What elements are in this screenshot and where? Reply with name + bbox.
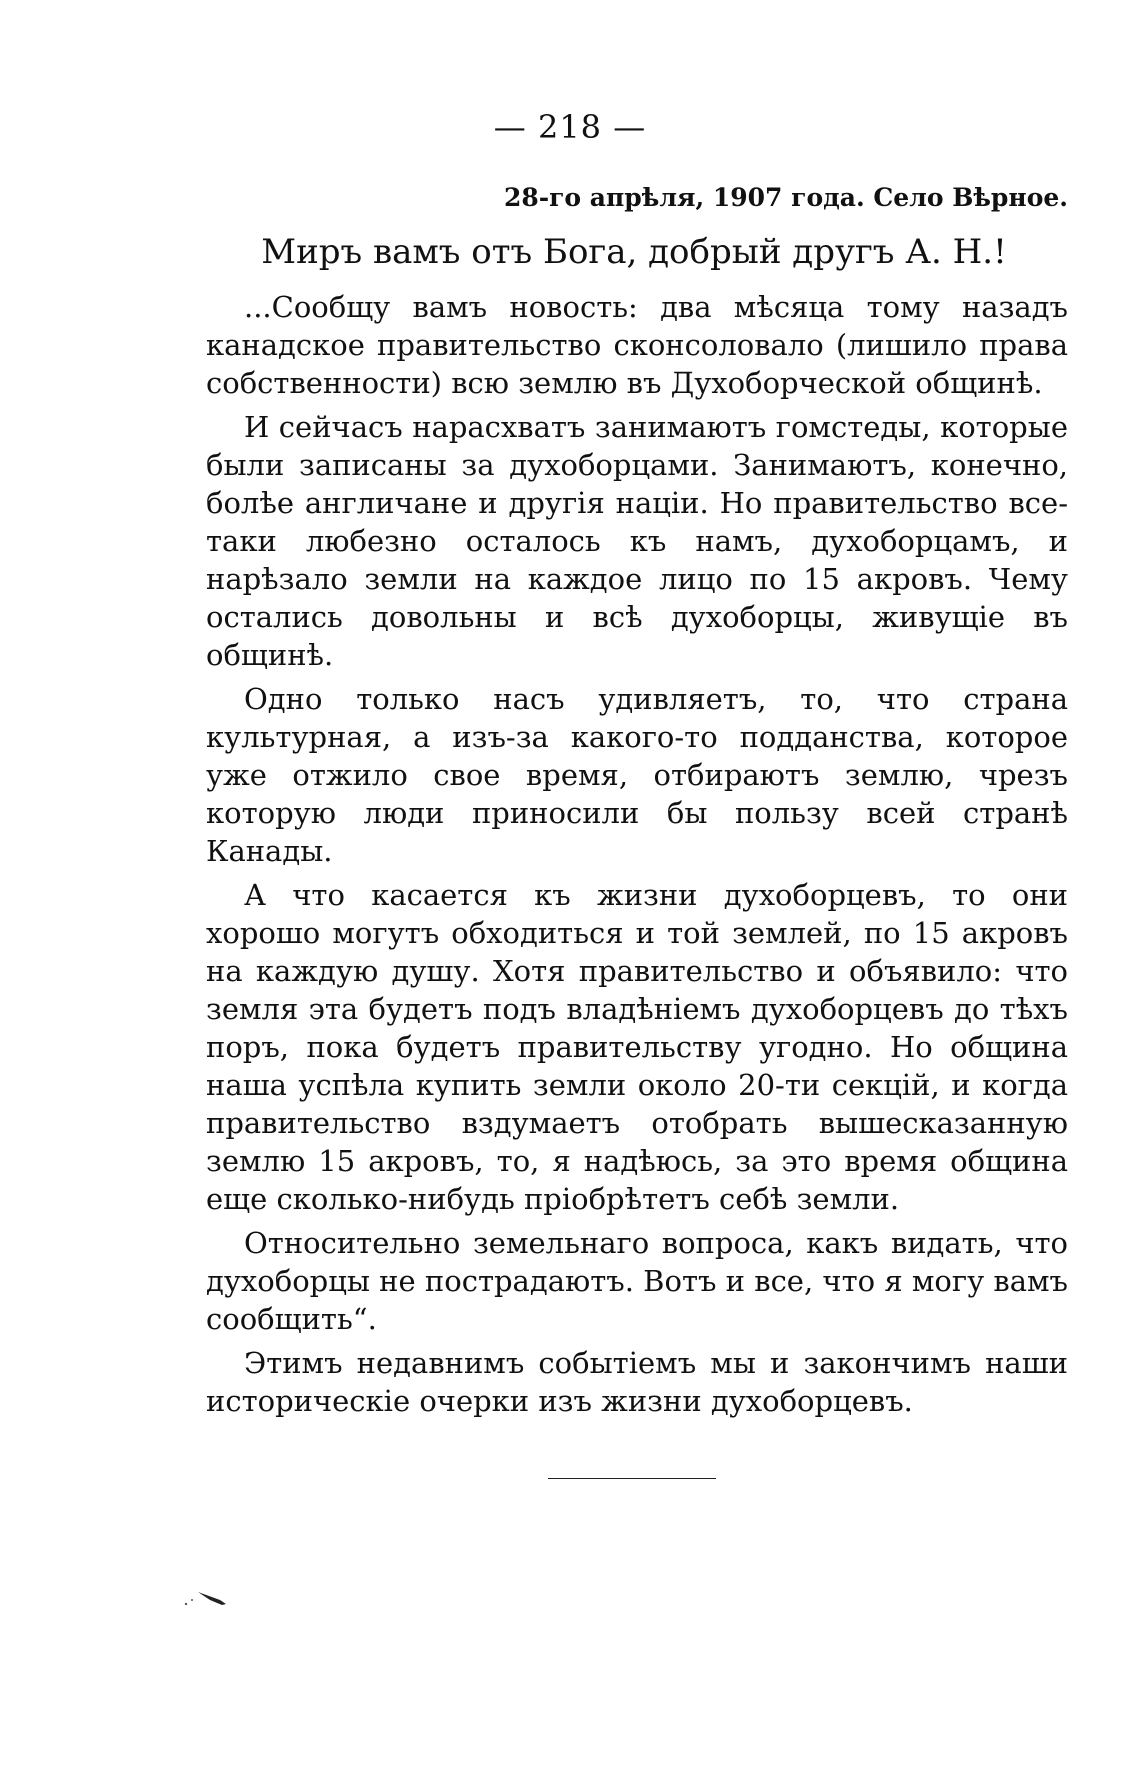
paragraph-4: А что касается къ жизни духоборцевъ, то они хорошо могутъ обходиться и той землей, по 15 акровъ на каждую душу. Хотя правительство и объявило: что земля эта будетъ подъ владѣніемъ духоборцевъ до тѣхъ поръ, пока будетъ правительству угодно. Но община наша успѣла купить земли около 20-ти секцій, и когда правительство вздумаетъ отобрать вышесказанную землю 15 акровъ, то, я надѣюсь, за это время община еще сколько-нибудь пріобрѣтетъ себѣ земли.: [206, 878, 1068, 1216]
ink-blot-mark: [180, 1570, 250, 1610]
paragraph-5: Относительно земельнаго вопроса, какъ видать, что духоборцы не пострадаютъ. Вотъ и все, что я могу вамъ сообщить“.: [206, 1226, 1068, 1336]
body-text: [206, 288, 1068, 1426]
paragraph-3: Одно только насъ удивляетъ, то, что страна культурная, а изъ-за какого-то подданства, которое уже отжило свое время, отбираютъ землю, чрезъ которую люди приносили бы пользу всей странѣ Канады.: [206, 682, 1068, 868]
section-end-rule: [548, 1478, 716, 1479]
paragraph-1: ...Сообщу вамъ новость: два мѣсяца тому назадъ канадское правительство сконсоловало (лишило права собственности) всю землю въ Духоборческой общинѣ.: [206, 290, 1068, 400]
letter-dateline: 28-го апрѣля, 1907 года. Село Вѣрное.: [503, 183, 1068, 212]
page-number: — 218 —: [493, 108, 647, 146]
paragraph-6: Этимъ недавнимъ событіемъ мы и закончимъ наши историческіе очерки изъ жизни духоборцевъ.: [206, 1346, 1068, 1418]
letter-greeting: Миръ вамъ отъ Бога, добрый другъ А. Н.!: [261, 232, 1007, 272]
paragraph-2: И сейчасъ нарасхватъ занимаютъ гомстеды, которые были записаны за духоборцами. Занимаютъ, конечно, болѣе англичане и другiя націи. Но правительство все-таки любезно осталось къ намъ, духоборцамъ, и нарѣзало земли на каждое лицо по 15 акровъ. Чему остались довольны и всѣ духоборцы, живущіе въ общинѣ.: [206, 410, 1068, 672]
